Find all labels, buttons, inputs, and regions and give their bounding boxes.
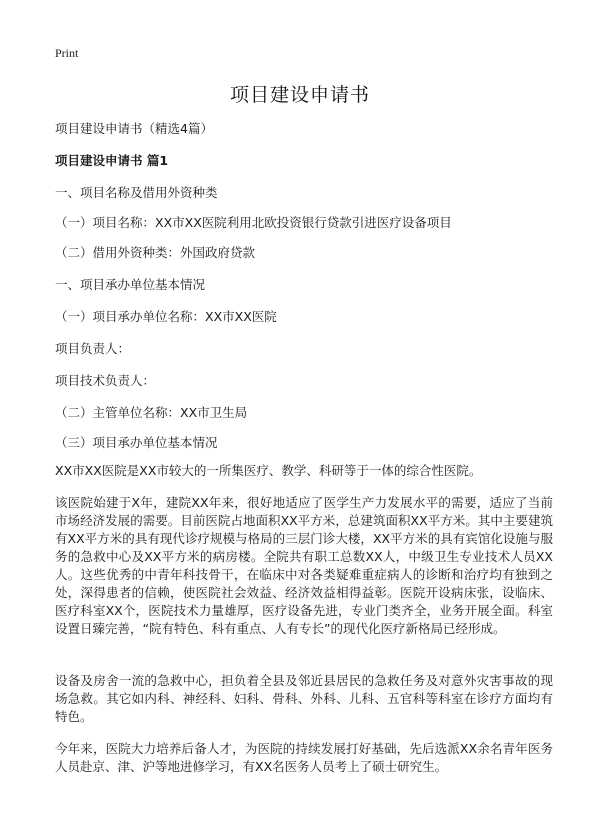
- text-line: （一）项目名称：XX市XX医院利用北欧投资银行贷款引进医疗设备项目: [55, 215, 452, 230]
- document-subtitle: 项目建设申请书（精选4篇）: [55, 121, 213, 136]
- text-line: XX市XX医院是XX市较大的一所集医疗、教学、科研等于一体的综合性医院。: [55, 463, 482, 478]
- text-line: （二）借用外资种类：外国政府贷款: [55, 245, 256, 260]
- body-paragraph: 该医院始建于X年，建院XX年来，很好地适应了医学生产力发展水平的需要，适应了当前市场经济发展的需要。目前医院占地面积XX平方米，总建筑面积XX平方米。其中主要建筑有XX平方米的具有现代诊疗规模与格局的三层门诊大楼，XX平方米的具有宾馆化设施与服务的急救中心及XX平方米的病房楼。全院共有职工总数XX人，中级卫生专业技术人员XX人。这些优秀的中青年科技骨干，在临床中对各类疑难重症病人的诊断和治疗均有独到之处，深得患者的信赖，使医院社会效益、经济效益相得益彰。医院开设病床张，设临床、医疗科室XX个，医院技术力量雄厚，医疗设备先进，专业门类齐全，业务开展全面。科室设置日臻完善，“院有特色、科有重点、人有专长”的现代化医疗新格局已经形成。: [55, 495, 553, 636]
- text-line: 项目负责人：: [55, 341, 131, 356]
- text-line: （二）主管单位名称：XX市卫生局: [55, 405, 248, 420]
- section-heading: 项目建设申请书 篇1: [55, 153, 169, 168]
- body-paragraph: 今年来，医院大力培养后备人才，为医院的持续发展打好基础，先后选派XX余名青年医务人员赴京、津、沪等地进修学习，有XX名医务人员考上了硕士研究生。: [55, 741, 553, 774]
- text-line: （一）项目承办单位名称：XX市XX医院: [55, 309, 277, 324]
- text-line: 一、项目承办单位基本情况: [55, 277, 206, 292]
- text-line: （三）项目承办单位基本情况: [55, 435, 218, 450]
- print-link[interactable]: Print: [55, 46, 79, 60]
- text-line: 一、项目名称及借用外资种类: [55, 185, 218, 200]
- body-paragraph: 设备及房舍一流的急救中心，担负着全县及邻近县居民的急救任务及对意外灾害事故的现场急救。其它如内科、神经科、妇科、骨科、外科、儿科、五官科等科室在诊疗方面均有特色。: [55, 673, 553, 724]
- document-title: 项目建设申请书: [229, 84, 370, 106]
- text-line: 项目技术负责人：: [55, 373, 156, 388]
